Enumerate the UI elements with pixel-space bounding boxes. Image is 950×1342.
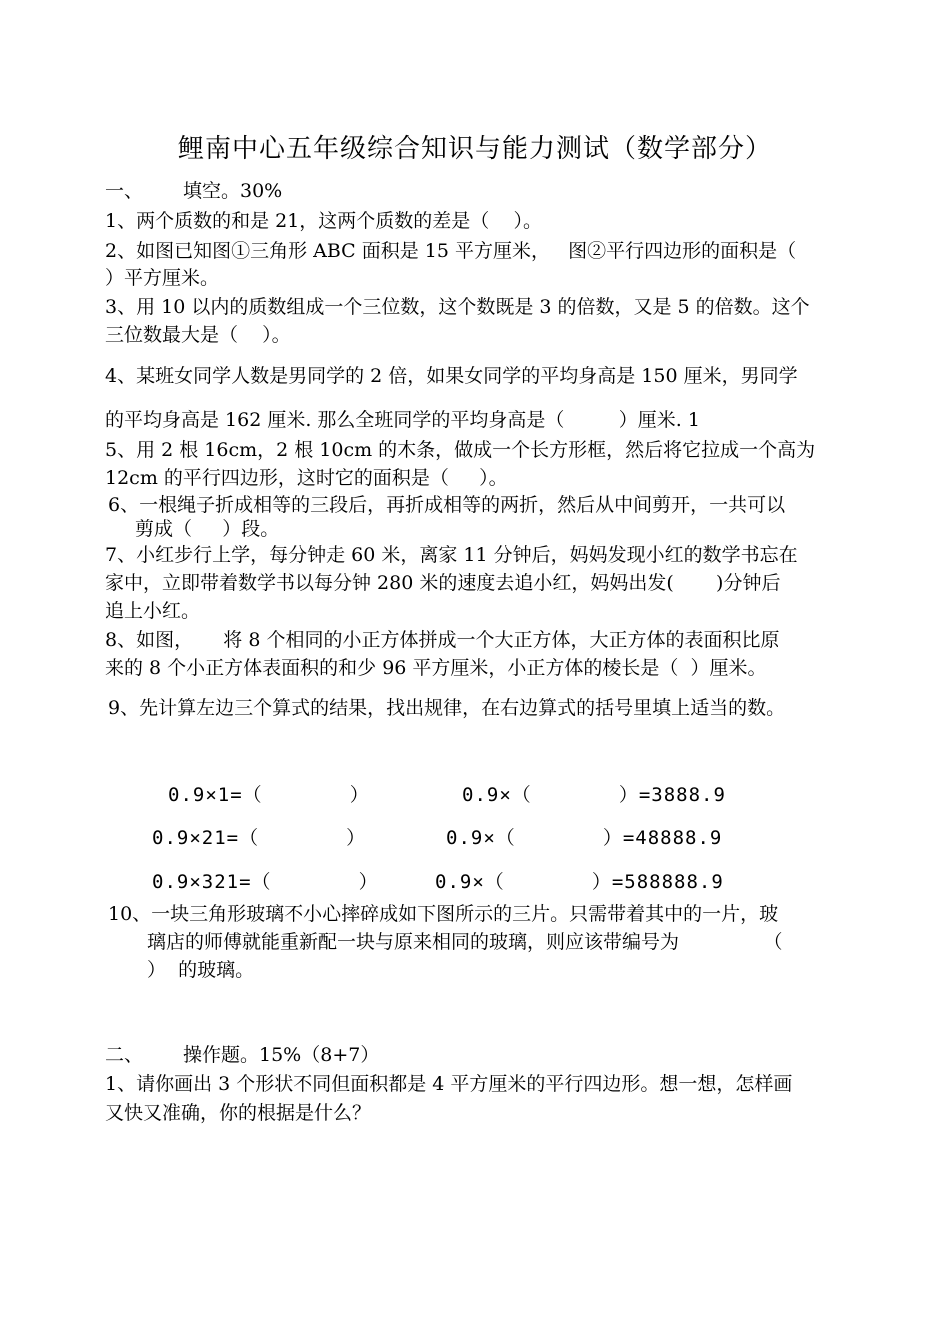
section-heading: 填空。30%: [183, 180, 283, 202]
question-2-line-1: 2、如图已知图①三角形 ABC 面积是 15 平方厘米， 图②平行四边形的面积是（: [105, 240, 797, 262]
question-10-line-3: ） 的玻璃。: [147, 959, 255, 981]
question-6-line-1: 6、一根绳子折成相等的三段后，再折成相等的两折，然后从中间剪开，一共可以: [108, 494, 786, 516]
question-4-line-2: 的平均身高是 162 厘米. 那么全班同学的平均身高是（ ）厘米. 1: [105, 409, 700, 431]
question-8-line-2: 来的 8 个小正方体表面积的和少 96 平方厘米，小正方体的棱长是（ ）厘米。: [105, 657, 767, 679]
question-5-line-1: 5、用 2 根 16cm，2 根 10cm 的木条，做成一个长方形框，然后将它拉成一个高为: [105, 439, 816, 461]
equation-left-3: 0.9×321=（ ）: [152, 871, 379, 893]
question-1: 1、两个质数的和是 21，这两个质数的差是（ ）。: [105, 210, 542, 232]
equation-right-1: 0.9×（ ）=3888.9: [462, 784, 726, 806]
section-number: 二、: [105, 1044, 144, 1066]
section-2-header: [105, 1040, 379, 1067]
question-8-line-1: 8、如图， 将 8 个相同的小正方体拼成一个大正方体，大正方体的表面积比原: [105, 629, 780, 651]
question-5-line-2: 12cm 的平行四边形，这时它的面积是（ ）。: [105, 467, 508, 489]
question-2-line-2: ）平方厘米。: [105, 267, 220, 289]
operation-question-1-line-1: 1、请你画出 3 个形状不同但面积都是 4 平方厘米的平行四边形。想一想，怎样画: [105, 1073, 793, 1095]
question-7-line-2: 家中，立即带着数学书以每分钟 280 米的速度去追小红，妈妈出发( )分钟后: [105, 572, 781, 594]
question-10-line-2: 璃店的师傅就能重新配一块与原来相同的玻璃，则应该带编号为 （: [147, 931, 783, 953]
equation-right-2: 0.9×（ ）=48888.9: [446, 827, 723, 849]
question-10-line-1: 10、一块三角形玻璃不小心摔碎成如下图所示的三片。只需带着其中的一片，玻: [108, 903, 779, 925]
question-4-line-1: 4、某班女同学人数是男同学的 2 倍，如果女同学的平均身高是 150 厘米，男同学: [105, 365, 798, 387]
equation-left-2: 0.9×21=（ ）: [152, 827, 367, 849]
question-9: 9、先计算左边三个算式的结果，找出规律，在右边算式的括号里填上适当的数。: [108, 697, 786, 719]
section-1-header: [105, 176, 282, 203]
question-6-line-2: 剪成（ ）段。: [135, 518, 280, 540]
operation-question-1-line-2: 又快又准确，你的根据是什么？: [105, 1102, 372, 1124]
section-heading: 操作题。15%（8+7）: [183, 1044, 380, 1066]
question-3-line-1: 3、用 10 以内的质数组成一个三位数，这个数既是 3 的倍数，又是 5 的倍数。这个: [105, 296, 810, 318]
equation-left-1: 0.9×1=（ ）: [168, 784, 370, 806]
question-7-line-1: 7、小红步行上学，每分钟走 60 米，离家 11 分钟后，妈妈发现小红的数学书忘在: [105, 544, 798, 566]
question-7-line-3: 追上小红。: [105, 600, 201, 622]
question-3-line-2: 三位数最大是（ ）。: [105, 324, 291, 346]
equation-right-3: 0.9×（ ）=588888.9: [435, 871, 724, 893]
section-number: 一、: [105, 180, 144, 202]
page-title: 鲤南中心五年级综合知识与能力测试（数学部分）: [177, 134, 772, 164]
